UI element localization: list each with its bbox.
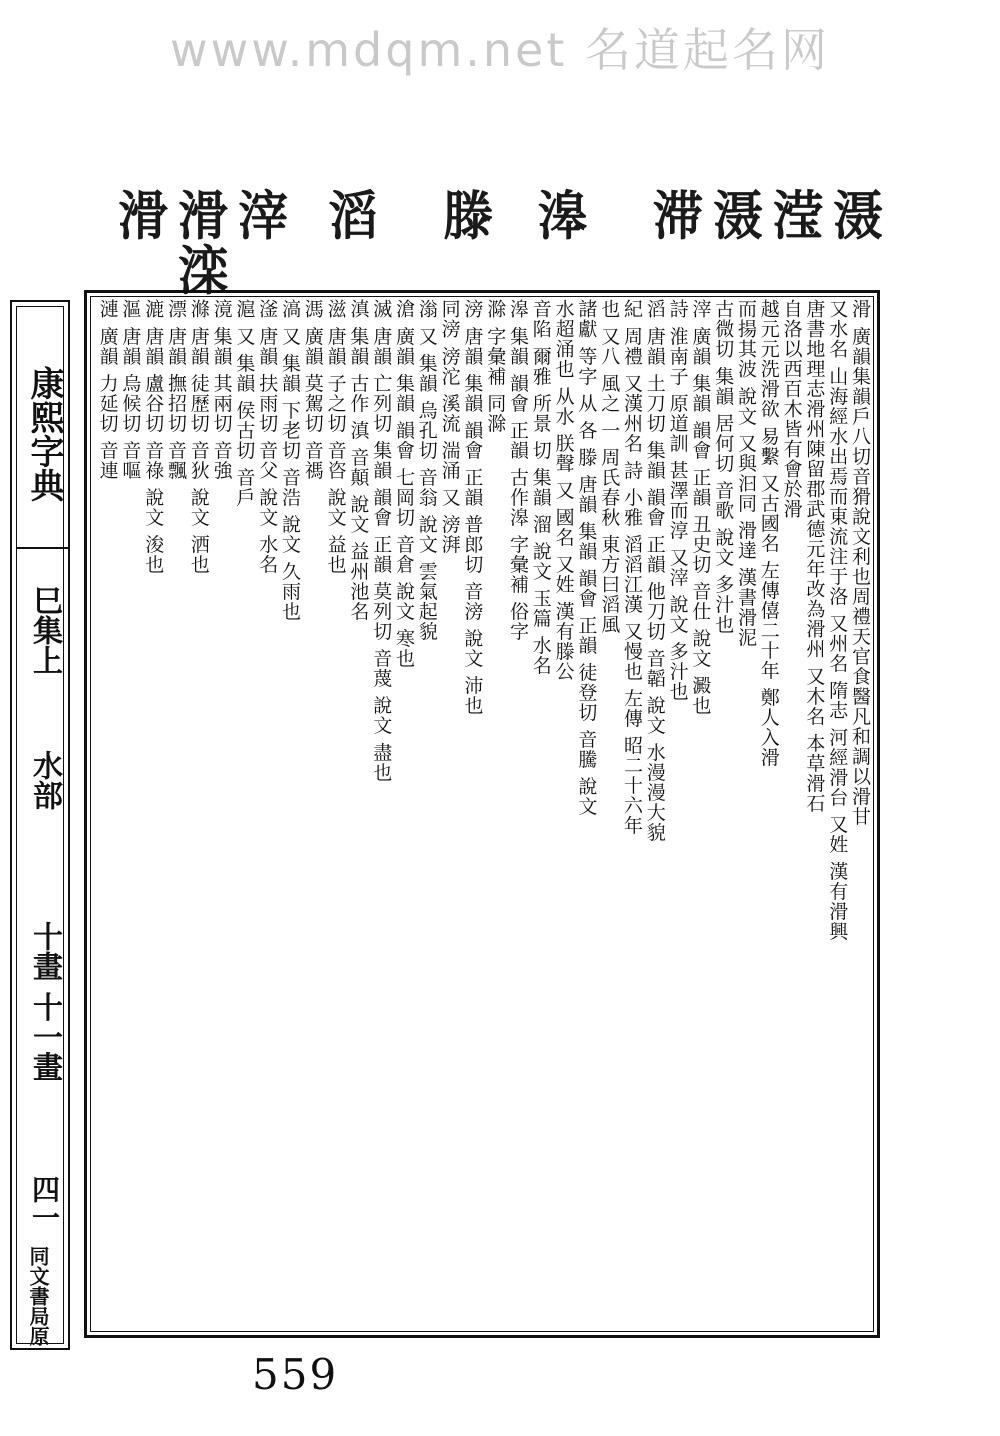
dictionary-body [93,299,871,1329]
text-column: 滁 字彙補 同滁 [484,299,507,434]
text-column: 而揚其波 說文 又與汩同 滑達 漢書滑泥 [734,299,757,648]
text-column: 越元元洗滑欲 易繫 又古國名 左傳僖二十年 鄭人入滑 [757,299,780,768]
watermark: www.mdqm.net 名道起名网 [169,23,831,77]
text-column: 滬 又 集韻 侯古切 音戶 [233,299,256,508]
text-column: 滈 又 集韻 下老切 音浩 說文 久雨也 [278,299,301,622]
radical-label: 水部 [27,750,62,810]
seal-script-row [85,176,885,302]
text-column: 也 又八 風之 一 周氏春秋 東方曰滔風 [598,299,621,635]
text-column: 同滂 滂沱 溪流 湍涌 又 滂湃 [438,299,461,555]
page-number: 559 [252,1350,339,1399]
text-column: 滃 又 集韻 烏孔切 音翁 說文 雲氣起貌 [415,299,438,642]
main-text-frame [84,290,880,1338]
text-column: 滓 廣韻 集韻 韻會 正韻 丑史切 音仕 說文 澱也 [689,299,712,716]
text-column: 水超涌也 从水 朕聲 又 國名 又姓 漢有滕公 [552,299,575,682]
section-label: 巳集上 [27,585,62,675]
stroke-label: 十畫 十一畫 [27,920,62,1082]
text-column: 自洛以西百木皆有會於滑 [780,299,803,519]
page-label: 四一 [28,1175,61,1231]
seal-glyph: 滠 [833,184,883,247]
publisher-label: 同文書局原 [26,1246,50,1346]
text-column: 漉 唐韻 盧谷切 音祿 說文 浚也 [142,299,165,575]
seal-glyph: 滦 [178,239,228,302]
seal-glyph: 滞 [653,184,703,247]
text-column: 滂 唐韻 集韻 韻會 正韻 普郎切 音滂 說文 沛也 [461,299,484,716]
text-column: 滔 唐韻 土刀切 集韻 韻會 正韻 他刀切 音韜 說文 水漫漫大貌 [643,299,666,843]
text-column: 溤 廣韻 莫駕切 音禡 [301,299,324,481]
seal-glyph-group [85,176,885,302]
seal-glyph: 滜 [538,184,588,247]
text-column: 滰 集韻 其兩切 音強 [210,299,233,481]
side-title-frame [16,306,64,1344]
text-column: 滑 廣韻集韻戶八切音猾說文利也周禮天官食醫凡和調以滑甘 [848,299,871,827]
book-title: 康熙字典 [24,366,64,502]
text-column: 滜 集韻 韻會 正韻 古作滜 字彙補 俗字 [506,299,529,642]
seal-glyph: 滠 [713,184,763,247]
text-column: 古微切 集韻 居何切 音歌 說文 多汁也 [712,299,735,635]
seal-glyph: 滕 [443,184,493,247]
seal-glyph: 滢 [773,184,823,247]
text-column: 滇 集韻 古作 滇 音顛 說文 益州池名 [347,299,370,622]
seal-glyph: 滔 [328,184,378,247]
text-column: 唐書地理志滑州陳留郡武德元年改為滑州 又木名 本草滑石 [803,299,826,814]
text-column: 漣 廣韻 力延切 音連 [96,299,119,481]
seal-glyph: 滓 [238,184,288,247]
text-column: 漚 唐韻 烏候切 音嘔 [119,299,142,481]
text-column: 紀 周禮 又漢州名 詩 小雅 滔滔江漢 又慢也 左傳 昭二十六年 [620,299,643,836]
text-column: 滄 廣韻 集韻 韻會 七岡切 音倉 說文 寒也 [392,299,415,669]
text-column: 滏 唐韻 扶雨切 音父 說文 水名 [256,299,279,575]
text-column: 滅 唐韻 亡列切 集韻 韻會 正韻 莫列切 音蔑 說文 盡也 [370,299,393,783]
text-column: 詩 淮南子 原道訓 甚澤而淳 又滓 說文 多汁也 [666,299,689,702]
text-column: 音陷 爾雅 所景 切 集韻 溜 說文 玉篇 水名 [529,299,552,676]
side-title-panel [10,300,70,1350]
text-column: 又水名 山海經水出焉而東流注于洛 又州名 隋志 河經滑台 又姓 漢有滑興 [826,299,849,942]
seal-glyph: 滑 [178,184,228,247]
text-column: 諸獻 等字 从 各 滕 唐韻 集韻 韻會 正韻 徒登切 音騰 說文 [575,299,598,817]
text-column: 滋 唐韻 子之切 音咨 說文 益也 [324,299,347,575]
text-column: 滌 唐韻 徒歷切 音狄 說文 洒也 [187,299,210,575]
side-divider [17,547,69,549]
seal-glyph: 滑 [118,184,168,247]
text-column: 漂 唐韻 撫招切 音飄 [164,299,187,481]
